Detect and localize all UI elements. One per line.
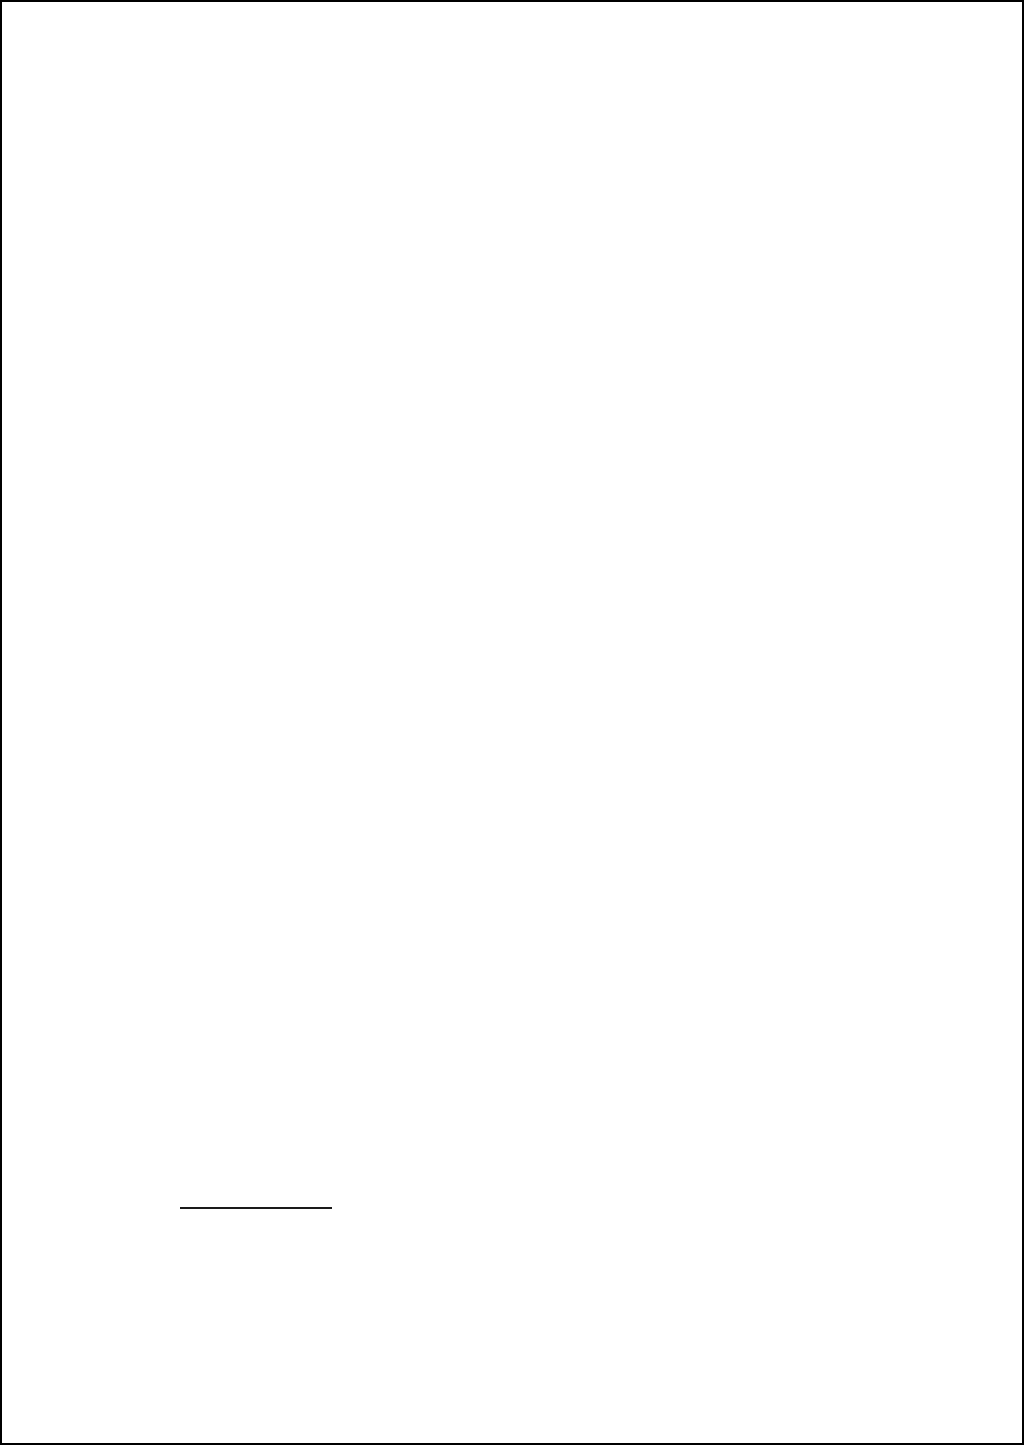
footnote-divider [180,1207,332,1209]
document-page [2,2,1022,1443]
